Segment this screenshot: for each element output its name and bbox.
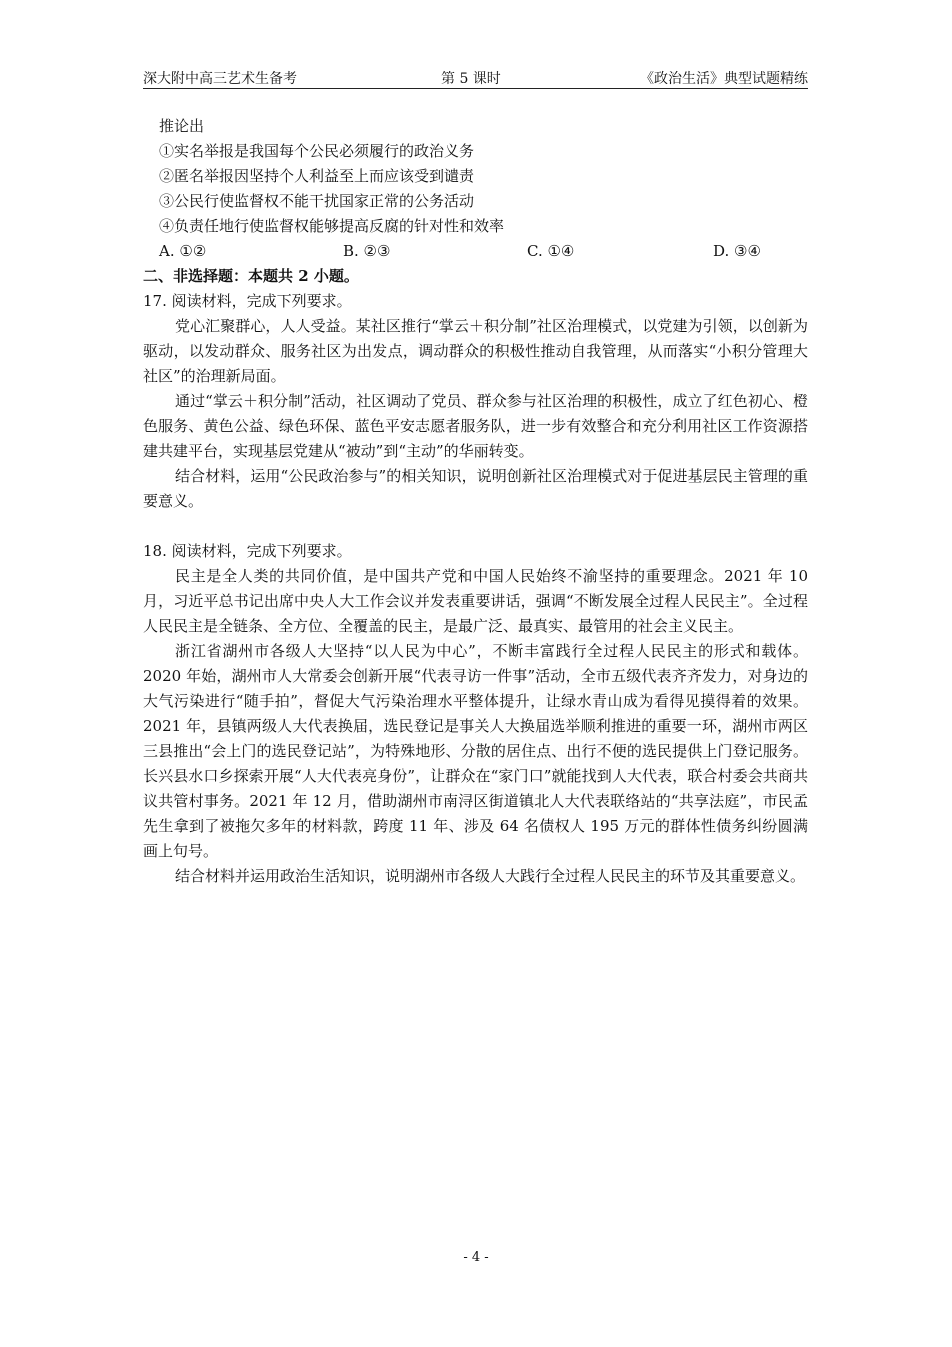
spacer xyxy=(143,514,808,539)
q18-paragraph-1: 民主是全人类的共同价值，是中国共产党和中国人民始终不渝坚持的重要理念。2021 年 10 月，习近平总书记出席中央人大工作会议并发表重要讲话，强调“不断发展全过程人民民主”。全过程人民民主是全链条、全方位、全覆盖的民主，是最广泛、最真实、最管用的社会主义民主。 xyxy=(143,567,808,635)
q17-paragraph-3: 结合材料，运用“公民政治参与”的相关知识，说明创新社区治理模式对于促进基层民主管理的重要意义。 xyxy=(143,467,808,510)
choice-b: B. ②③ xyxy=(343,242,391,260)
section-title: 二、非选择题：本题共 2 小题。 xyxy=(143,267,359,285)
q18-paragraph-2: 浙江省湖州市各级人大坚持“以人民为中心”，不断丰富践行全过程人民民主的形式和载体。2020 年始，湖州市人大常委会创新开展“代表寻访一件事”活动，全市五级代表齐齐发力，对身边的大气污染进行“随手拍”，督促大气污染治理水平整体提升，让绿水青山成为看得见摸得着的效果。2021 年，县镇两级人大代表换届，选民登记是事关人大换届选举顺利推进的重要一环，湖州市两区三县推出“会上门的选民登记站”，为特殊地形、分散的居住点、出行不便的选民提供上门登记服务。长兴县水口乡探索开展“人大代表亮身份”，让群众在“家门口”就能找到人大代表，联合村委会共商共议共管村事务。2021 年 12 月，借助湖州市南浔区街道镇北人大代表联络站的“共享法庭”，市民孟先生拿到了被拖欠多年的材料款，跨度 11 年、涉及 64 名债权人 195 万元的群体性债务纠纷圆满画上句号。 xyxy=(143,642,808,860)
q17-paragraph-2: 通过“掌云＋积分制”活动，社区调动了党员、群众参与社区治理的积极性，成立了红色初心、橙色服务、黄色公益、绿色环保、蓝色平安志愿者服务队，进一步有效整合和充分利用社区工作资源搭建共建平台，实现基层党建从“被动”到“主动”的华丽转变。 xyxy=(143,392,808,460)
page-header xyxy=(143,66,808,89)
page-number: - 4 - xyxy=(463,1250,489,1265)
q16-option-2: ②匿名举报因坚持个人利益至上而应该受到谴责 xyxy=(159,167,475,185)
choice-a: A. ①② xyxy=(159,242,207,260)
header-left-text: 深大附中高三艺术生备考 xyxy=(143,71,297,87)
page-content xyxy=(143,114,808,889)
q17-paragraph-1: 党心汇聚群心，人人受益。某社区推行“掌云＋积分制”社区治理模式，以党建为引领，以创新为驱动，以发动群众、服务社区为出发点，调动群众的积极性推动自我管理，从而落实“小积分管理大社区”的治理新局面。 xyxy=(143,317,808,385)
header-center-text: 第 5 课时 xyxy=(441,71,501,87)
q16-stem-tail: 推论出 xyxy=(159,117,205,135)
q16-option-4: ④负责任地行使监督权能够提高反腐的针对性和效率 xyxy=(159,217,505,235)
choice-d: D. ③④ xyxy=(713,242,761,260)
choice-c: C. ①④ xyxy=(527,242,575,260)
q16-option-3: ③公民行使监督权不能干扰国家正常的公务活动 xyxy=(159,192,475,210)
q18-paragraph-3: 结合材料并运用政治生活知识，说明湖州市各级人大践行全过程人民民主的环节及其重要意义。 xyxy=(175,867,806,885)
q17-title: 17. 阅读材料，完成下列要求。 xyxy=(143,292,352,310)
header-right-text: 《政治生活》典型试题精练 xyxy=(640,71,808,87)
q16-option-1: ①实名举报是我国每个公民必须履行的政治义务 xyxy=(159,142,475,160)
q16-choices xyxy=(143,239,808,264)
q18-title: 18. 阅读材料，完成下列要求。 xyxy=(143,542,352,560)
